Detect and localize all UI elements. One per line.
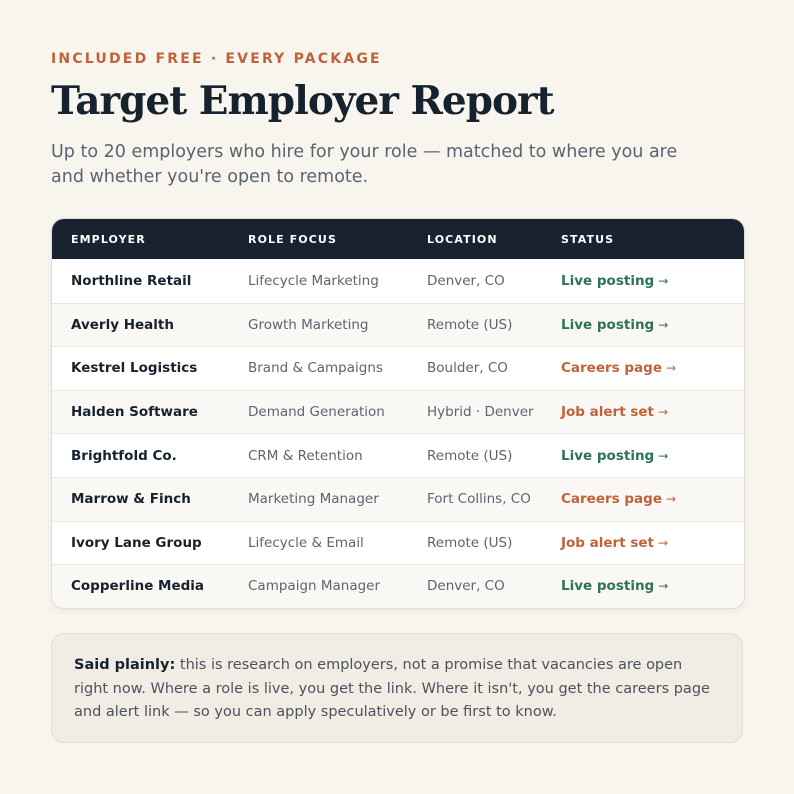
status-label: Live posting bbox=[561, 578, 655, 595]
employer-name: Marrow & Finch bbox=[71, 491, 191, 508]
employer-name: Kestrel Logistics bbox=[71, 360, 198, 377]
status-label: Live posting bbox=[561, 316, 655, 333]
role-focus: Brand & Campaigns bbox=[248, 360, 383, 377]
header-location: LOCATION bbox=[427, 232, 498, 246]
table-row bbox=[52, 477, 744, 521]
location: Fort Collins, CO bbox=[427, 491, 531, 508]
arrow-right-icon: → bbox=[665, 492, 677, 507]
note-body: this is research on employers, not a promise that vacancies are open right now. Where a role is live, you get the link. Where it isn't, you get the careers page and alert link — so you can apply speculatively or be first to know. bbox=[74, 657, 710, 720]
status-link[interactable] bbox=[561, 448, 668, 464]
status-label: Job alert set bbox=[561, 534, 655, 551]
status-link[interactable] bbox=[561, 360, 676, 376]
status-label: Job alert set bbox=[561, 404, 655, 421]
location: Remote (US) bbox=[427, 316, 513, 333]
role-focus: Growth Marketing bbox=[248, 316, 369, 333]
status-link[interactable] bbox=[561, 578, 668, 594]
table-row bbox=[52, 259, 744, 303]
arrow-right-icon: → bbox=[658, 405, 669, 420]
table-row bbox=[52, 433, 744, 477]
status-label: Live posting bbox=[561, 447, 655, 464]
arrow-right-icon: → bbox=[658, 317, 669, 332]
status-link[interactable] bbox=[561, 273, 668, 289]
location: Remote (US) bbox=[427, 534, 513, 551]
employer-name: Ivory Lane Group bbox=[71, 534, 202, 551]
arrow-right-icon: → bbox=[665, 361, 677, 376]
status-link[interactable] bbox=[561, 404, 668, 420]
status-label: Careers page bbox=[561, 360, 662, 377]
employer-name: Averly Health bbox=[71, 316, 174, 333]
header-role-focus: ROLE FOCUS bbox=[248, 232, 337, 246]
table-header bbox=[52, 219, 744, 259]
status-label: Live posting bbox=[561, 272, 655, 289]
location: Denver, CO bbox=[427, 272, 505, 289]
status-label: Careers page bbox=[561, 491, 662, 508]
location: Hybrid · Denver bbox=[427, 404, 534, 421]
note-lead: Said plainly: bbox=[74, 657, 176, 673]
header-employer: EMPLOYER bbox=[71, 232, 146, 246]
header-status: STATUS bbox=[561, 232, 615, 246]
table-body bbox=[52, 259, 744, 608]
page-title: Target Employer Report bbox=[51, 78, 554, 124]
employer-name: Copperline Media bbox=[71, 578, 205, 595]
role-focus: Marketing Manager bbox=[248, 491, 379, 508]
arrow-right-icon: → bbox=[658, 273, 669, 288]
employer-name: Brightfold Co. bbox=[71, 447, 177, 464]
status-link[interactable] bbox=[561, 535, 668, 551]
table-row bbox=[52, 346, 744, 390]
location: Denver, CO bbox=[427, 578, 505, 595]
status-link[interactable] bbox=[561, 491, 676, 507]
employer-name: Halden Software bbox=[71, 404, 198, 421]
table-row bbox=[52, 303, 744, 347]
table-row bbox=[52, 564, 744, 608]
role-focus: Lifecycle & Email bbox=[248, 534, 364, 551]
arrow-right-icon: → bbox=[658, 579, 669, 594]
role-focus: Campaign Manager bbox=[248, 578, 381, 595]
role-focus: Demand Generation bbox=[248, 404, 385, 421]
role-focus: Lifecycle Marketing bbox=[248, 272, 379, 289]
arrow-right-icon: → bbox=[658, 448, 669, 463]
page-subtitle: Up to 20 employers who hire for your role — matched to where you are and whether you're open to remote. bbox=[51, 142, 678, 187]
arrow-right-icon: → bbox=[658, 535, 669, 550]
disclaimer-note bbox=[51, 633, 743, 743]
status-link[interactable] bbox=[561, 317, 668, 333]
role-focus: CRM & Retention bbox=[248, 447, 363, 464]
table-row bbox=[52, 521, 744, 565]
employer-table bbox=[51, 218, 745, 609]
location: Remote (US) bbox=[427, 447, 513, 464]
table-row bbox=[52, 390, 744, 434]
employer-name: Northline Retail bbox=[71, 272, 192, 289]
location: Boulder, CO bbox=[427, 360, 508, 377]
eyebrow-label: INCLUDED FREE · EVERY PACKAGE bbox=[51, 51, 382, 67]
